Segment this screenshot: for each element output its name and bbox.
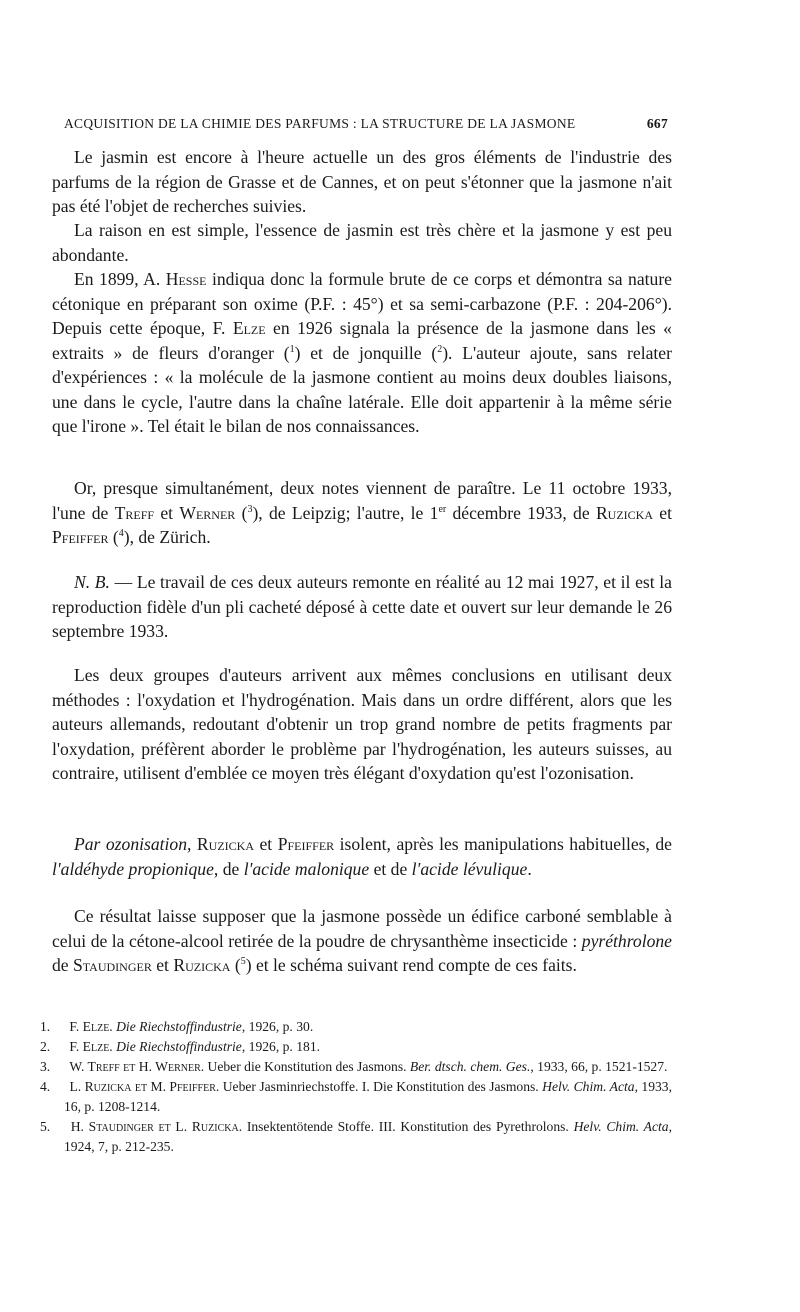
paragraph-history: En 1899, A. Hesse indiqua donc la formule brute de ce corps et démontra sa nature cétonique en préparant son oxime (P.F. : 45°) et sa semi-carbazone (P.F. : 204-206°). Depuis cette époque, F. Elze en 1926 signala la présence de la jasmone dans les « extraits » de fleurs d'oranger ($^1$) et de jonquille ($^2$). L'auteur ajoute, sans relater d'expériences : « la molécule de la jasmone contient au moins deux doubles liaisons, une dans le cycle, l'autre dans la chaîne latérale. Elle doit appartenir à la même série que l'irone ». Tel était le bilan de nos connaissances. [52,269,672,436]
paragraph-notes: Or, presque simultanément, deux notes viennent de paraître. Le 11 octobre 1933, l'une de Treff et Werner ($^3$), de Leipzig; l'autre, le 1er décembre 1933, de Ruzicka et Pfeiffer ($^4$), de Zürich. [52,478,672,547]
footnote-ref-1: 1 [289,343,295,355]
paragraph-conclusion: Ce résultat laisse supposer que la jasmone possède un édifice carboné semblable à celui de la cétone-alcool retirée de la poudre de chrysanthème insecticide : pyréthrolone de Staudinger et Ruzicka ($^5$) et le schéma suivant rend compte de ces faits. [52,906,672,975]
author-ruzicka: Ruzicka [595,502,654,523]
author-pfeiffer: Pfeiffer [52,527,109,547]
author-hesse: Hesse [165,269,207,289]
footnote-ref-3: 3 [247,503,253,515]
author-treff: Treff [114,502,155,523]
footnote-5: 5. H. Staudinger et L. Ruzicka. Insektentötende Stoffe. III. Konstitution des Pyrethrolons. Helv. Chim. Acta, 1924, 7, p. 212-235. [40,1119,672,1154]
footnote-1: 1. F. Elze. Die Riechstoffindustrie, 1926, p. 30. [40,1019,314,1034]
paragraph-intro: Le jasmin est encore à l'heure actuelle un des gros éléments de l'industrie des parfums de la région de Grasse et de Cannes, et on peut s'étonner que la jasmone n'ait pas été l'objet de recherches suivies. [52,147,672,216]
paragraph-methods: Les deux groupes d'auteurs arrivent aux mêmes conclusions en utilisant deux méthodes : l'oxydation et l'hydrogénation. Mais dans un ordre différent, alors que les auteurs allemands, redoutant d'obtenir un trop grand nombre de petits fragments par l'oxydation, préfèrent aborder le problème par l'hydrogénation, les auteurs suisses, au contraire, utilisent d'emblée ce moyen très élégant d'oxydation qu'est l'ozonisation. [52,665,672,783]
paragraph-nota-bene: N. B. — Le travail de ces deux auteurs remonte en réalité au 12 mai 1927, et il est la reproduction fidèle d'un pli cacheté déposé à cette date et ouvert sur leur demande le 26 septembre 1933. [52,572,672,641]
footnote-3: 3. W. Treff et H. Werner. Ueber die Konstitution des Jasmons. Ber. dtsch. chem. Ges., 1933, 66, p. 1521-1527. [40,1059,668,1074]
footnotes [40,1017,672,1157]
paragraph-raison: La raison en est simple, l'essence de jasmin est très chère et la jasmone y est peu abondante. [52,220,672,265]
nb-label: N. B. [74,572,110,592]
running-title: ACQUISITION DE LA CHIMIE DES PARFUMS : LA STRUCTURE DE LA JASMONE [64,116,576,131]
paragraph-ozonisation: Par ozonisation, Ruzicka et Pfeiffer isolent, après les manipulations habituelles, de l'aldéhyde propionique, de l'acide malonique et de l'acide lévulique. [52,834,672,879]
footnote-4: 4. L. Ruzicka et M. Pfeiffer. Ueber Jasminriechstoffe. I. Die Konstitution des Jasmons. Helv. Chim. Acta, 1933, 16, p. 1208-1214. [40,1079,672,1114]
footnote-ref-4: 4 [118,528,124,540]
page-number: 667 [646,116,668,131]
footnote-2: 2. F. Elze. Die Riechstoffindustrie, 1926, p. 181. [40,1039,321,1054]
author-werner: Werner [179,502,236,523]
author-elze: Elze [232,318,266,338]
footnote-ref-2: 2 [437,343,443,355]
footnote-ref-5: 5 [240,956,246,968]
running-header [64,116,668,132]
